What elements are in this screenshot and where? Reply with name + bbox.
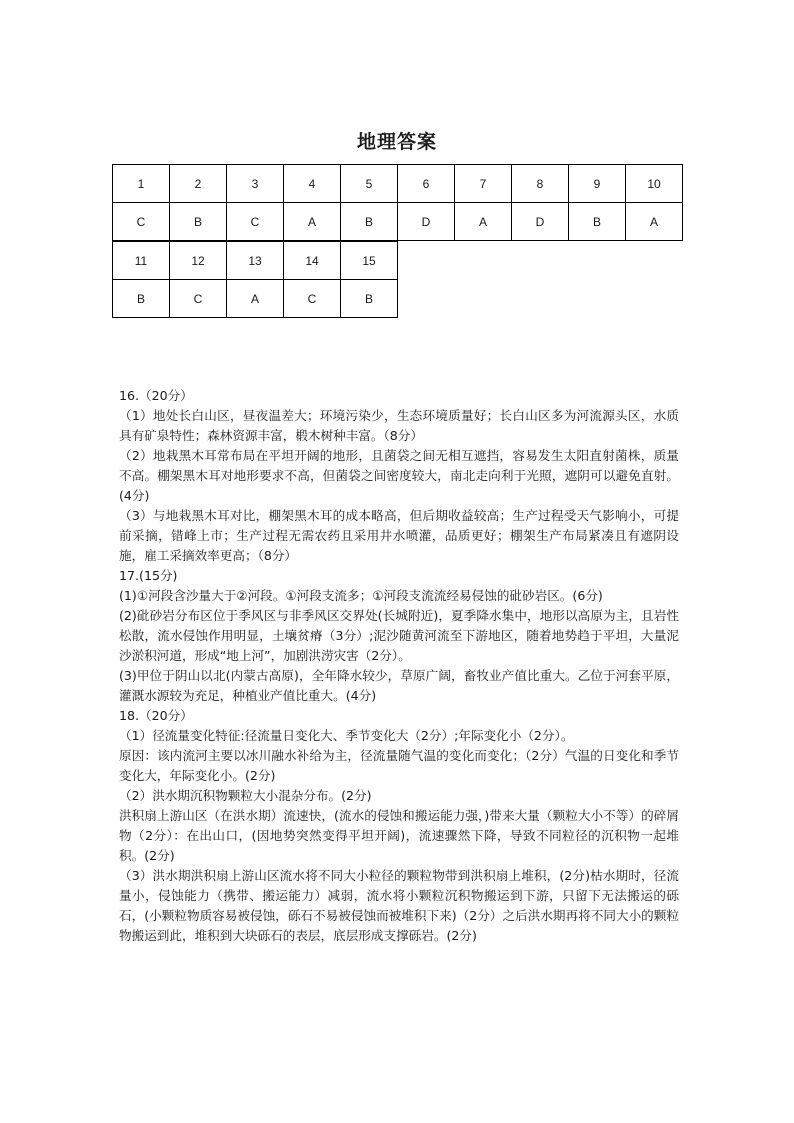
question-18-part-3: （3）洪水期洪积扇上游山区流水将不同大小粒径的颗粒物带到洪积扇上堆积，(2分)枯水期时，径流量小，侵蚀能力（携带、搬运能力）减弱，流水将小颗粒沉积物搬运到下游，只留下无法搬运的砾石，(小颗粒物质容易被侵蚀，砾石不易被侵蚀而被堆积下来)（2分）之后洪水期再将不同大小的颗粒物搬运到此，堆积到大块砾石的表层，底层形成支撑砾岩。(2分) [119, 868, 679, 943]
answer-text-body [119, 386, 679, 946]
question-number-row [113, 165, 683, 203]
question-number: 2 [170, 165, 227, 203]
question-number-row [113, 242, 398, 280]
answer-cell: B [341, 203, 398, 241]
answer-cell: C [227, 203, 284, 241]
question-18-part-1: （1）径流量变化特征:径流量日变化大、季节变化大（2分）;年际变化小（2分）。 [119, 728, 574, 743]
answer-cell: D [512, 203, 569, 241]
question-number: 13 [227, 242, 284, 280]
answer-row [113, 280, 398, 318]
answer-cell: A [284, 203, 341, 241]
question-18-part-2-explanation: 洪积扇上游山区（在洪水期）流速快，(流水的侵蚀和搬运能力强，)带来大量（颗粒大小不等）的碎屑物（2分）：在出山口，(因地势突然变得平坦开阔)，流速骤然下降，导致不同粒径的沉积物一起堆积。(2分) [119, 808, 679, 863]
answer-cell: B [170, 203, 227, 241]
question-number: 6 [398, 165, 455, 203]
question-18-header: 18.（20分） [119, 708, 193, 723]
answer-cell: C [170, 280, 227, 318]
answer-row [113, 203, 683, 241]
question-number: 1 [113, 165, 170, 203]
question-16-part-1: （1）地处长白山区，昼夜温差大；环境污染少，生态环境质量好；长白山区多为河流源头区，水质具有矿泉特性；森林资源丰富，椴木树种丰富。（8分） [119, 408, 679, 443]
question-number: 12 [170, 242, 227, 280]
question-number: 3 [227, 165, 284, 203]
question-number: 5 [341, 165, 398, 203]
answer-table-1 [112, 164, 683, 241]
question-17-part-1: (1)①河段含沙量大于②河段。①河段支流多；①河段支流流经易侵蚀的砒砂岩区。(6分) [119, 588, 603, 603]
question-number: 14 [284, 242, 341, 280]
question-number: 10 [626, 165, 683, 203]
answer-table-2 [112, 241, 398, 318]
question-16-part-3: （3）与地栽黑木耳对比，棚架黑木耳的成本略高，但后期收益较高；生产过程受天气影响小，可提前采摘，错峰上市；生产过程无需农药且采用井水喷灌，品质更好；棚架生产布局紧凑且有遮阴设施，雇工采摘效率更高；（8分） [119, 508, 679, 563]
question-17-part-3: (3)甲位于阴山以北(内蒙古高原)，全年降水较少，草原广阔，畜牧业产值比重大。乙位于河套平原，灌溉水源较为充足，种植业产值比重大。(4分) [119, 668, 679, 703]
answer-cell: A [455, 203, 512, 241]
question-number: 4 [284, 165, 341, 203]
question-number: 9 [569, 165, 626, 203]
question-17-part-2: (2)砒砂岩分布区位于季风区与非季风区交界处(长城附近)，夏季降水集中，地形以高原为主，且岩性松散，流水侵蚀作用明显，土壤贫瘠（3分）;泥沙随黄河流至下游地区，随着地势趋于平坦，大量泥沙淤积河道，形成“地上河”，加剧洪涝灾害（2分）。 [119, 608, 679, 663]
question-number: 8 [512, 165, 569, 203]
question-number: 7 [455, 165, 512, 203]
question-16-header: 16.（20分） [119, 388, 193, 403]
answer-cell: D [398, 203, 455, 241]
question-number: 15 [341, 242, 398, 280]
answer-cell: B [113, 280, 170, 318]
answer-cell: A [227, 280, 284, 318]
answer-cell: B [569, 203, 626, 241]
page-title: 地理答案 [356, 131, 437, 153]
question-16-part-2: （2）地栽黑木耳常布局在平坦开阔的地形，且菌袋之间无相互遮挡，容易发生太阳直射菌株，质量不高。棚架黑木耳对地形要求不高，但菌袋之间密度较大，南北走向利于光照，遮阴可以避免直射。(4分) [119, 448, 679, 503]
question-18-reason: 原因：该内流河主要以冰川融水补给为主，径流量随气温的变化而变化；（2分）气温的日变化和季节变化大，年际变化小。(2分) [119, 748, 679, 783]
answer-cell: C [113, 203, 170, 241]
question-18-part-2: （2）洪水期沉积物颗粒大小混杂分布。(2分) [119, 788, 372, 803]
answer-cell: B [341, 280, 398, 318]
question-number: 11 [113, 242, 170, 280]
answer-cell: A [626, 203, 683, 241]
answer-cell: C [284, 280, 341, 318]
question-17-header: 17.(15分) [119, 568, 178, 583]
